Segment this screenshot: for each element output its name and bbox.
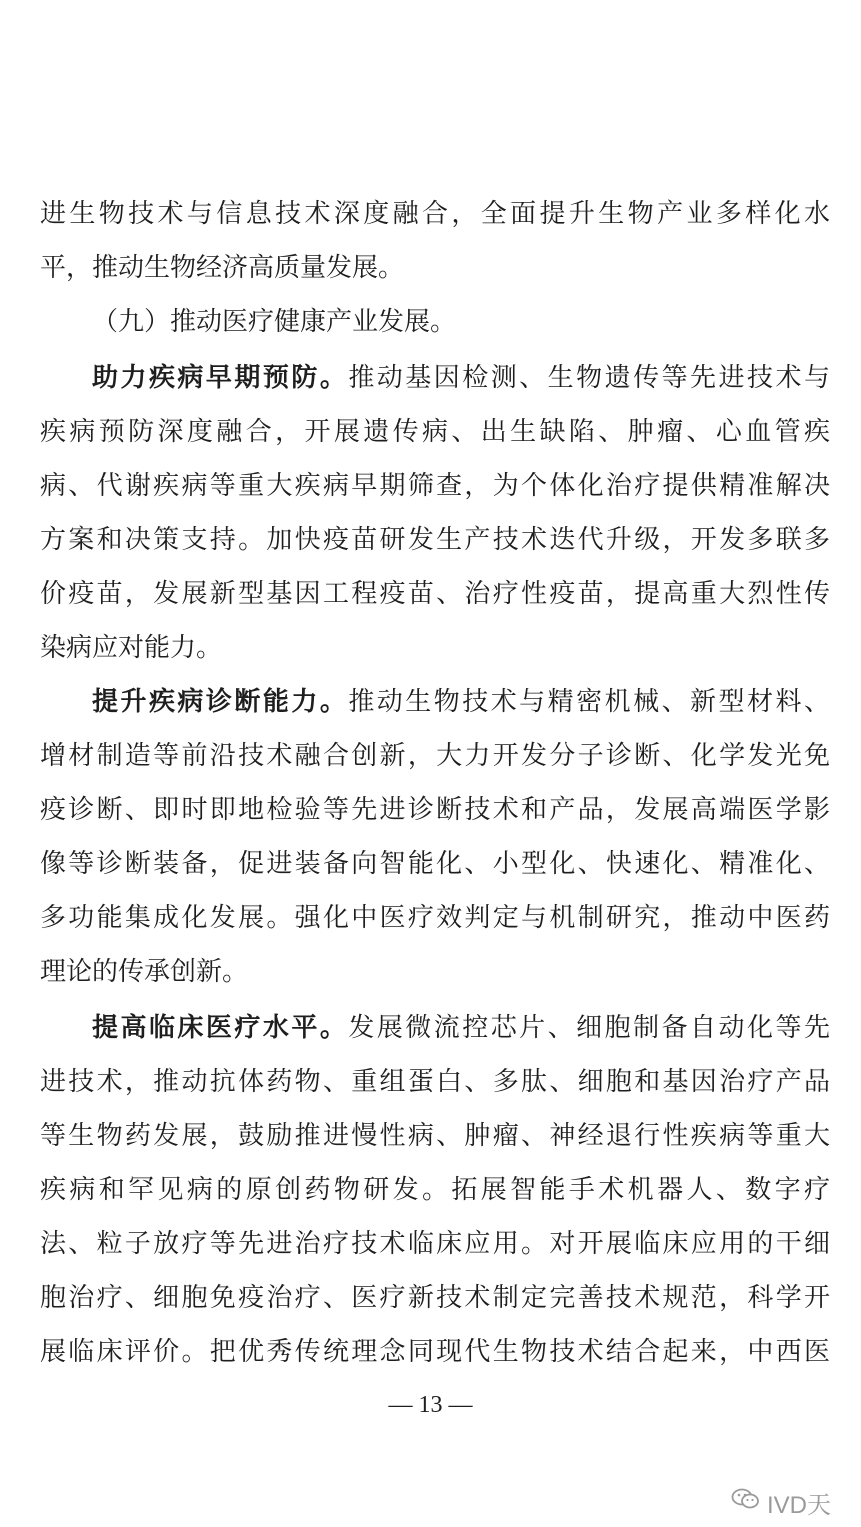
text-line-8: [40, 574, 830, 614]
text-line-17: [40, 1062, 830, 1102]
text-line-16: [92, 1008, 830, 1048]
line-text: 法、粒子放疗等先进治疗技术临床应用。对开展临床应用的干细: [40, 1229, 830, 1259]
text-line-13: [40, 844, 830, 884]
line-text: 理论的传承创新。: [40, 957, 249, 987]
text-line-21: [40, 1278, 830, 1318]
bold-heading: 助力疾病早期预防。: [92, 363, 349, 393]
text-line-2: [40, 248, 830, 288]
line-text: 疾病和罕见病的原创药物研发。拓展智能手术机器人、数字疗: [40, 1175, 830, 1205]
text-line-11: [40, 736, 830, 776]
line-text: 进生物技术与信息技术深度融合，全面提升生物产业多样化水: [40, 199, 830, 229]
page-number: — 13 —: [388, 1392, 473, 1418]
text-line-5: [40, 412, 830, 452]
line-text: 进技术，推动抗体药物、重组蛋白、多肽、细胞和基因治疗产品: [40, 1067, 830, 1097]
line-text: 发展微流控芯片、细胞制备自动化等先: [348, 1013, 830, 1043]
line-text: 疫诊断、即时即地检验等先进诊断技术和产品，发展高端医学影: [40, 795, 830, 825]
line-text: 病、代谢疾病等重大疾病早期筛查，为个体化治疗提供精准解决: [40, 471, 830, 501]
text-line-6: [40, 466, 830, 506]
line-text: 价疫苗，发展新型基因工程疫苗、治疗性疫苗，提高重大烈性传: [40, 579, 830, 609]
line-text: 胞治疗、细胞免疫治疗、医疗新技术制定完善技术规范，科学开: [40, 1283, 830, 1313]
text-line-15: [40, 952, 830, 992]
text-line-9: [40, 628, 830, 668]
text-line-4: [92, 358, 830, 398]
wechat-icon: [731, 1487, 761, 1518]
bold-heading: 提升疾病诊断能力。: [92, 687, 349, 717]
text-line-20: [40, 1224, 830, 1264]
text-line-14: [40, 898, 830, 938]
section-heading: [92, 302, 830, 342]
source-watermark: [731, 1484, 861, 1520]
text-line-18: [40, 1116, 830, 1156]
text-line-10: [92, 682, 830, 722]
line-text: 多功能集成化发展。强化中医疗效判定与机制研究，推动中医药: [40, 903, 830, 933]
text-line-7: [40, 520, 830, 560]
text-line-19: [40, 1170, 830, 1210]
text-line-22: [40, 1332, 830, 1372]
line-text: （九）推动医疗健康产业发展。: [92, 307, 457, 337]
text-line-1: [40, 194, 830, 234]
text-line-12: [40, 790, 830, 830]
line-text: 平，推动生物经济高质量发展。: [40, 253, 405, 283]
line-text: 增材制造等前沿技术融合创新，大力开发分子诊断、化学发光免: [40, 741, 830, 771]
line-text: 推动基因检测、生物遗传等先进技术与: [348, 363, 830, 393]
line-text: 方案和决策支持。加快疫苗研发生产技术迭代升级，开发多联多: [40, 525, 830, 555]
line-text: 展临床评价。把优秀传统理念同现代生物技术结合起来，中西医: [40, 1337, 830, 1367]
line-text: 等生物药发展，鼓励推进慢性病、肿瘤、神经退行性疾病等重大: [40, 1121, 830, 1151]
line-text: 推动生物技术与精密机械、新型材料、: [348, 687, 830, 717]
bold-heading: 提高临床医疗水平。: [92, 1013, 349, 1043]
line-text: 染病应对能力。: [40, 633, 223, 663]
line-text: 疾病预防深度融合，开展遗传病、出生缺陷、肿瘤、心血管疾: [40, 417, 830, 447]
watermark-text: IVD天: [767, 1491, 832, 1519]
line-text: 像等诊断装备，促进装备向智能化、小型化、快速化、精准化、: [40, 849, 830, 879]
